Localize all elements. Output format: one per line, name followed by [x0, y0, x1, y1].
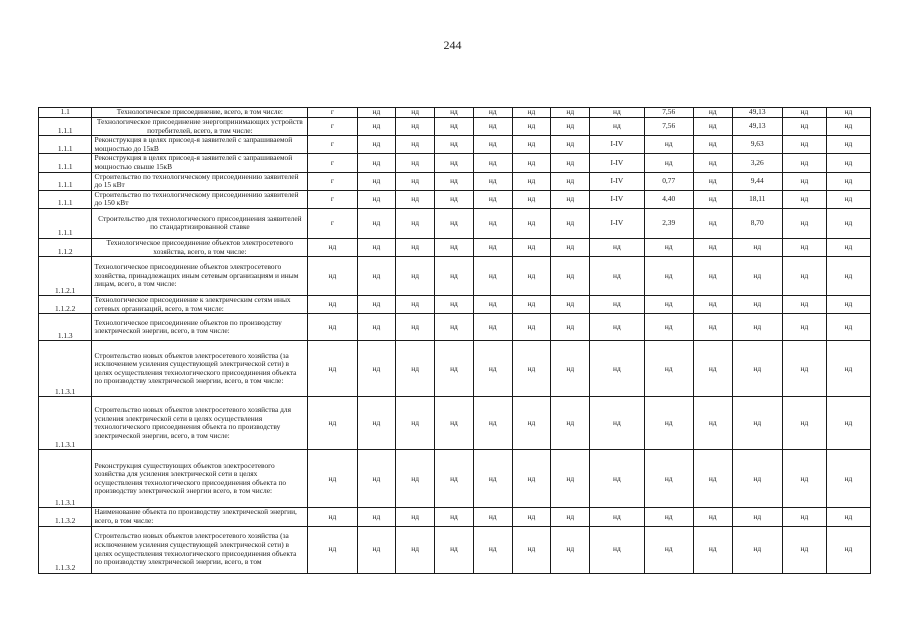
value-cell: нд: [693, 397, 732, 450]
row-code-cell: 1.1.1: [39, 154, 92, 172]
value-cell: нд: [732, 314, 782, 341]
value-cell: нд: [435, 108, 474, 118]
row-code-cell: 1.1.1: [39, 136, 92, 154]
value-cell: нд: [473, 136, 512, 154]
value-cell: нд: [782, 257, 826, 296]
value-cell: нд: [512, 118, 551, 136]
table-row: [39, 257, 871, 296]
value-cell: нд: [357, 238, 396, 256]
value-cell: нд: [693, 341, 732, 397]
table-row: [39, 397, 871, 450]
value-cell: нд: [782, 136, 826, 154]
table-row: [39, 190, 871, 208]
row-name-cell: Технологическое присоединение объектов электросетевого хозяйства, всего, в том числе:: [92, 238, 308, 256]
value-cell: нд: [512, 108, 551, 118]
value-cell: нд: [357, 118, 396, 136]
value-cell: нд: [396, 341, 435, 397]
value-cell: нд: [357, 190, 396, 208]
value-cell: I-IV: [590, 154, 644, 172]
value-cell: нд: [551, 314, 590, 341]
value-cell: нд: [473, 450, 512, 508]
value-cell: нд: [693, 296, 732, 314]
value-cell: г: [308, 190, 357, 208]
value-cell: нд: [512, 341, 551, 397]
value-cell: нд: [396, 190, 435, 208]
value-cell: I-IV: [590, 172, 644, 190]
value-cell: нд: [551, 450, 590, 508]
row-code-cell: 1.1.3: [39, 314, 92, 341]
row-name-cell: Строительство новых объектов электросетевого хозяйства (за исключением усиления существующей электрической сети) в целях осуществления технологического присоединения объекта по производству электрической энергии, всего, в том числе:: [92, 341, 308, 397]
value-cell: нд: [732, 257, 782, 296]
value-cell: нд: [512, 526, 551, 573]
value-cell: нд: [693, 108, 732, 118]
data-table: [38, 107, 871, 574]
value-cell: нд: [435, 526, 474, 573]
value-cell: нд: [473, 208, 512, 238]
value-cell: нд: [826, 314, 870, 341]
row-code-cell: 1.1.1: [39, 208, 92, 238]
value-cell: нд: [826, 208, 870, 238]
value-cell: нд: [782, 118, 826, 136]
value-cell: нд: [826, 172, 870, 190]
value-cell: нд: [826, 526, 870, 573]
value-cell: нд: [396, 118, 435, 136]
value-cell: нд: [590, 314, 644, 341]
value-cell: нд: [473, 238, 512, 256]
value-cell: нд: [551, 118, 590, 136]
table-row: [39, 118, 871, 136]
value-cell: нд: [396, 172, 435, 190]
value-cell: нд: [590, 341, 644, 397]
value-cell: нд: [590, 296, 644, 314]
value-cell: нд: [308, 508, 357, 526]
value-cell: нд: [644, 314, 693, 341]
value-cell: нд: [308, 397, 357, 450]
value-cell: нд: [357, 397, 396, 450]
value-cell: нд: [782, 508, 826, 526]
value-cell: нд: [396, 296, 435, 314]
row-code-cell: 1.1.3.1: [39, 450, 92, 508]
value-cell: нд: [693, 526, 732, 573]
value-cell: нд: [435, 341, 474, 397]
value-cell: нд: [782, 341, 826, 397]
value-cell: нд: [357, 108, 396, 118]
value-cell: нд: [435, 450, 474, 508]
row-code-cell: 1.1.3.1: [39, 397, 92, 450]
value-cell: нд: [473, 190, 512, 208]
value-cell: г: [308, 108, 357, 118]
value-cell: нд: [826, 190, 870, 208]
value-cell: нд: [435, 314, 474, 341]
value-cell: нд: [512, 136, 551, 154]
value-cell: нд: [782, 526, 826, 573]
value-cell: нд: [435, 118, 474, 136]
value-cell: нд: [644, 154, 693, 172]
value-cell: нд: [693, 136, 732, 154]
value-cell: нд: [693, 314, 732, 341]
row-name-cell: Реконструкция в целях присоед-я заявителей с запрашиваемой мощностью свыше 15кВ: [92, 154, 308, 172]
value-cell: г: [308, 136, 357, 154]
value-cell: нд: [512, 397, 551, 450]
value-cell: 9,63: [732, 136, 782, 154]
value-cell: нд: [473, 397, 512, 450]
value-cell: нд: [551, 108, 590, 118]
table-row: [39, 154, 871, 172]
value-cell: нд: [473, 341, 512, 397]
value-cell: нд: [396, 108, 435, 118]
value-cell: нд: [826, 108, 870, 118]
value-cell: нд: [512, 296, 551, 314]
table-row: [39, 314, 871, 341]
value-cell: нд: [644, 238, 693, 256]
row-name-cell: Технологическое присоединение объектов по производству электрической энергии, всего, в том числе:: [92, 314, 308, 341]
table-row: [39, 238, 871, 256]
row-name-cell: Реконструкция в целях присоед-я заявителей с запрашиваемой мощностью до 15кВ: [92, 136, 308, 154]
value-cell: нд: [693, 190, 732, 208]
value-cell: нд: [644, 397, 693, 450]
row-name-cell: Технологическое присоединение энергопринимающих устройств потребителей, всего, в том числе:: [92, 118, 308, 136]
value-cell: нд: [512, 450, 551, 508]
value-cell: 18,11: [732, 190, 782, 208]
value-cell: 49,13: [732, 118, 782, 136]
row-name-cell: Строительство по технологическому присоединению заявителей до 150 кВт: [92, 190, 308, 208]
value-cell: нд: [551, 526, 590, 573]
value-cell: нд: [551, 238, 590, 256]
table-row: [39, 450, 871, 508]
value-cell: нд: [644, 296, 693, 314]
row-code-cell: 1.1.1: [39, 172, 92, 190]
value-cell: г: [308, 118, 357, 136]
value-cell: нд: [551, 296, 590, 314]
value-cell: нд: [396, 238, 435, 256]
value-cell: нд: [644, 257, 693, 296]
value-cell: нд: [590, 257, 644, 296]
value-cell: нд: [732, 397, 782, 450]
value-cell: нд: [590, 238, 644, 256]
value-cell: нд: [693, 208, 732, 238]
value-cell: 7,56: [644, 118, 693, 136]
value-cell: нд: [782, 397, 826, 450]
value-cell: I-IV: [590, 136, 644, 154]
value-cell: нд: [473, 508, 512, 526]
value-cell: нд: [693, 450, 732, 508]
value-cell: нд: [551, 136, 590, 154]
value-cell: нд: [644, 526, 693, 573]
value-cell: нд: [435, 154, 474, 172]
value-cell: нд: [551, 397, 590, 450]
value-cell: нд: [308, 296, 357, 314]
value-cell: нд: [357, 450, 396, 508]
value-cell: нд: [512, 172, 551, 190]
value-cell: нд: [512, 190, 551, 208]
value-cell: нд: [435, 172, 474, 190]
value-cell: нд: [473, 154, 512, 172]
value-cell: нд: [826, 341, 870, 397]
row-name-cell: Строительство новых объектов электросетевого хозяйства (за исключением усиления существующей электрической сети) в целях осуществления технологического присоединения объекта по производству электрической энергии, всего, в том: [92, 526, 308, 573]
value-cell: 4,40: [644, 190, 693, 208]
value-cell: нд: [308, 238, 357, 256]
value-cell: нд: [644, 136, 693, 154]
value-cell: нд: [396, 526, 435, 573]
value-cell: нд: [732, 238, 782, 256]
row-name-cell: Наименование объекта по производству электрической энергии, всего, в том числе:: [92, 508, 308, 526]
table-row: [39, 208, 871, 238]
value-cell: нд: [396, 508, 435, 526]
row-name-cell: Технологическое присоединение, всего, в том числе:: [92, 108, 308, 118]
value-cell: нд: [782, 172, 826, 190]
value-cell: нд: [512, 508, 551, 526]
value-cell: нд: [473, 296, 512, 314]
value-cell: нд: [357, 508, 396, 526]
row-code-cell: 1.1.3.1: [39, 341, 92, 397]
value-cell: нд: [473, 526, 512, 573]
value-cell: нд: [396, 208, 435, 238]
value-cell: нд: [396, 314, 435, 341]
value-cell: 9,44: [732, 172, 782, 190]
table-row: [39, 526, 871, 573]
table-row: [39, 508, 871, 526]
value-cell: нд: [308, 526, 357, 573]
value-cell: нд: [782, 208, 826, 238]
value-cell: нд: [512, 314, 551, 341]
value-cell: г: [308, 208, 357, 238]
value-cell: нд: [435, 190, 474, 208]
value-cell: нд: [826, 296, 870, 314]
value-cell: нд: [590, 397, 644, 450]
value-cell: нд: [512, 257, 551, 296]
value-cell: нд: [396, 257, 435, 296]
value-cell: нд: [473, 172, 512, 190]
row-code-cell: 1.1.2.1: [39, 257, 92, 296]
value-cell: нд: [357, 154, 396, 172]
value-cell: нд: [551, 257, 590, 296]
table-row: [39, 296, 871, 314]
value-cell: нд: [732, 296, 782, 314]
value-cell: нд: [473, 257, 512, 296]
value-cell: нд: [308, 450, 357, 508]
row-name-cell: Строительство по технологическому присоединению заявителей до 15 кВт: [92, 172, 308, 190]
value-cell: нд: [396, 154, 435, 172]
table-row: [39, 136, 871, 154]
value-cell: нд: [357, 257, 396, 296]
value-cell: нд: [435, 208, 474, 238]
value-cell: нд: [357, 341, 396, 397]
value-cell: нд: [782, 238, 826, 256]
value-cell: нд: [551, 190, 590, 208]
value-cell: 49,13: [732, 108, 782, 118]
value-cell: 8,70: [732, 208, 782, 238]
value-cell: нд: [435, 508, 474, 526]
value-cell: нд: [826, 257, 870, 296]
value-cell: нд: [732, 450, 782, 508]
value-cell: нд: [473, 314, 512, 341]
value-cell: нд: [396, 136, 435, 154]
value-cell: нд: [732, 341, 782, 397]
value-cell: нд: [473, 118, 512, 136]
value-cell: нд: [826, 154, 870, 172]
value-cell: нд: [732, 508, 782, 526]
value-cell: нд: [435, 136, 474, 154]
value-cell: г: [308, 154, 357, 172]
value-cell: нд: [357, 526, 396, 573]
value-cell: г: [308, 172, 357, 190]
value-cell: нд: [435, 397, 474, 450]
value-cell: нд: [357, 208, 396, 238]
value-cell: нд: [357, 172, 396, 190]
value-cell: нд: [782, 190, 826, 208]
value-cell: нд: [551, 154, 590, 172]
value-cell: нд: [782, 450, 826, 508]
value-cell: нд: [590, 526, 644, 573]
value-cell: нд: [512, 238, 551, 256]
value-cell: нд: [308, 257, 357, 296]
value-cell: нд: [644, 450, 693, 508]
value-cell: нд: [782, 296, 826, 314]
value-cell: нд: [435, 296, 474, 314]
row-code-cell: 1.1.3.2: [39, 526, 92, 573]
value-cell: нд: [551, 341, 590, 397]
value-cell: нд: [693, 154, 732, 172]
value-cell: нд: [693, 257, 732, 296]
value-cell: нд: [826, 508, 870, 526]
table-row: [39, 108, 871, 118]
value-cell: нд: [590, 108, 644, 118]
row-name-cell: Строительство для технологического присоединения заявителей по стандартизированной ставке: [92, 208, 308, 238]
page-number: 244: [443, 38, 462, 52]
value-cell: 7,56: [644, 108, 693, 118]
value-cell: нд: [590, 450, 644, 508]
value-cell: нд: [693, 172, 732, 190]
row-name-cell: Технологическое присоединение объектов электросетевого хозяйства, принадлежащих иным сетевым организациям и иным лицам, всего, в том числе:: [92, 257, 308, 296]
value-cell: нд: [357, 314, 396, 341]
value-cell: I-IV: [590, 190, 644, 208]
value-cell: нд: [826, 397, 870, 450]
value-cell: нд: [644, 341, 693, 397]
value-cell: нд: [782, 154, 826, 172]
value-cell: нд: [308, 341, 357, 397]
value-cell: нд: [551, 508, 590, 526]
value-cell: нд: [826, 118, 870, 136]
value-cell: I-IV: [590, 208, 644, 238]
row-code-cell: 1.1.3.2: [39, 508, 92, 526]
row-code-cell: 1.1.1: [39, 118, 92, 136]
table-row: [39, 172, 871, 190]
value-cell: нд: [396, 450, 435, 508]
value-cell: нд: [396, 397, 435, 450]
value-cell: нд: [357, 136, 396, 154]
value-cell: нд: [826, 136, 870, 154]
value-cell: нд: [308, 314, 357, 341]
value-cell: нд: [551, 208, 590, 238]
value-cell: 2,39: [644, 208, 693, 238]
value-cell: 3,26: [732, 154, 782, 172]
value-cell: нд: [590, 118, 644, 136]
value-cell: нд: [732, 526, 782, 573]
value-cell: нд: [357, 296, 396, 314]
value-cell: нд: [693, 508, 732, 526]
value-cell: нд: [473, 108, 512, 118]
row-name-cell: Технологическое присоединение к электрическим сетям иных сетевых организаций, всего, в том числе:: [92, 296, 308, 314]
value-cell: нд: [435, 257, 474, 296]
value-cell: нд: [512, 154, 551, 172]
value-cell: 0,77: [644, 172, 693, 190]
value-cell: нд: [551, 172, 590, 190]
value-cell: нд: [693, 118, 732, 136]
value-cell: нд: [826, 238, 870, 256]
value-cell: нд: [782, 108, 826, 118]
value-cell: нд: [512, 208, 551, 238]
value-cell: нд: [782, 314, 826, 341]
row-code-cell: 1.1: [39, 108, 92, 118]
value-cell: нд: [590, 508, 644, 526]
value-cell: нд: [644, 508, 693, 526]
value-cell: нд: [435, 238, 474, 256]
value-cell: нд: [693, 238, 732, 256]
row-code-cell: 1.1.1: [39, 190, 92, 208]
table-row: [39, 341, 871, 397]
row-name-cell: Реконструкция существующих объектов электросетевого хозяйства для усиления электрической сети в целях осуществления технологического присоединения объекта по производству электрической энергии всего, в том числе:: [92, 450, 308, 508]
row-code-cell: 1.1.2: [39, 238, 92, 256]
row-name-cell: Строительство новых объектов электросетевого хозяйства для усиления электрической сети в целях осуществления технологического присоединения объекта по производству электрической энергии, всего, в том числе:: [92, 397, 308, 450]
row-code-cell: 1.1.2.2: [39, 296, 92, 314]
value-cell: нд: [826, 450, 870, 508]
